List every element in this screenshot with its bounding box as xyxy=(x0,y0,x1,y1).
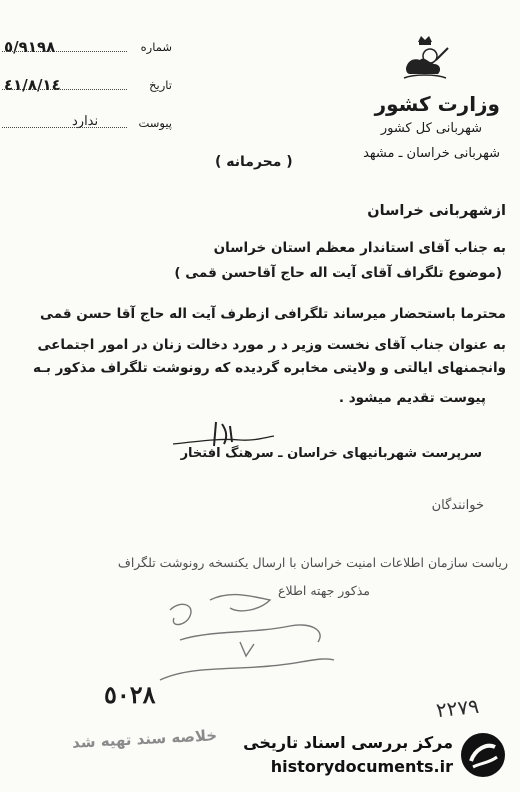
attachment-dotted-line xyxy=(2,127,127,128)
forward-note-line-2: مذکور جهته اطلاع xyxy=(278,583,370,598)
number-value: ٥/٩١٩٨ xyxy=(4,38,56,56)
summary-stamp: خلاصه سند تهیه شد xyxy=(71,726,218,752)
body-line-4: پیوست تقدیم میشود . xyxy=(338,390,486,406)
attachment-label: پیوست xyxy=(138,116,172,130)
date-label: تاریخ xyxy=(149,78,172,92)
forward-note-line-1: ریاست سازمان اطلاعات امنیت خراسان با ارسال یکنسخه رونوشت تلگراف xyxy=(117,555,508,570)
right-margin-number: ٢٢٧٩ xyxy=(434,693,481,723)
letter-recipient: به جناب آقای استاندار معظم استان خراسان xyxy=(213,240,506,256)
readers-note: خوانندگان xyxy=(431,498,484,513)
letter-attachment-row xyxy=(2,114,172,134)
body-line-2: به عنوان جناب آقای نخست وزیر د ر مورد دخالت زنان در امور اجتماعی xyxy=(37,337,506,353)
watermark xyxy=(225,727,515,787)
body-line-1: محترما باستحضار میرساند تلگرافی ازطرف آیت اله حاج آقا حسن قمی xyxy=(40,306,506,322)
letter-subject: (موضوع تلگراف آقای آیت اله حاج آقاحسن قمی ) xyxy=(174,265,502,281)
number-label: شماره xyxy=(140,40,172,54)
department-national-police: شهربانی کل کشور xyxy=(380,121,482,136)
date-dotted-line xyxy=(2,89,127,90)
lion-and-sun-emblem-icon xyxy=(398,34,452,82)
attachment-value: ندارد xyxy=(72,114,99,129)
body-line-3: وانجمنهای ایالتی و ولایتی مخابره گردیده که رونوشت تلگراف مذکور بـه xyxy=(33,360,506,376)
confidential-mark: ( محرمانه ) xyxy=(215,154,293,170)
letter-number-row xyxy=(2,38,172,58)
archive-center-logo-icon xyxy=(457,727,509,783)
watermark-name: مرکز بررسی اسناد تاریخی xyxy=(243,733,453,752)
letter-from: ازشهربانی خراسان xyxy=(367,203,506,219)
ministry-title: وزارت کشور xyxy=(374,92,500,116)
date-value: ٤١/٨/١٤ xyxy=(4,76,61,94)
letter-date-row xyxy=(2,76,172,96)
watermark-url: historydocuments.ir xyxy=(270,757,453,776)
handwritten-scribble xyxy=(150,570,340,700)
archive-number: ٥٠٢٨ xyxy=(104,680,156,709)
number-dotted-line xyxy=(2,51,127,52)
signer-title: سرپرست شهربانیهای خراسان ـ سرهنگ افتخار xyxy=(180,446,482,461)
department-khorasan-police: شهربانی خراسان ـ مشهد xyxy=(363,146,500,161)
